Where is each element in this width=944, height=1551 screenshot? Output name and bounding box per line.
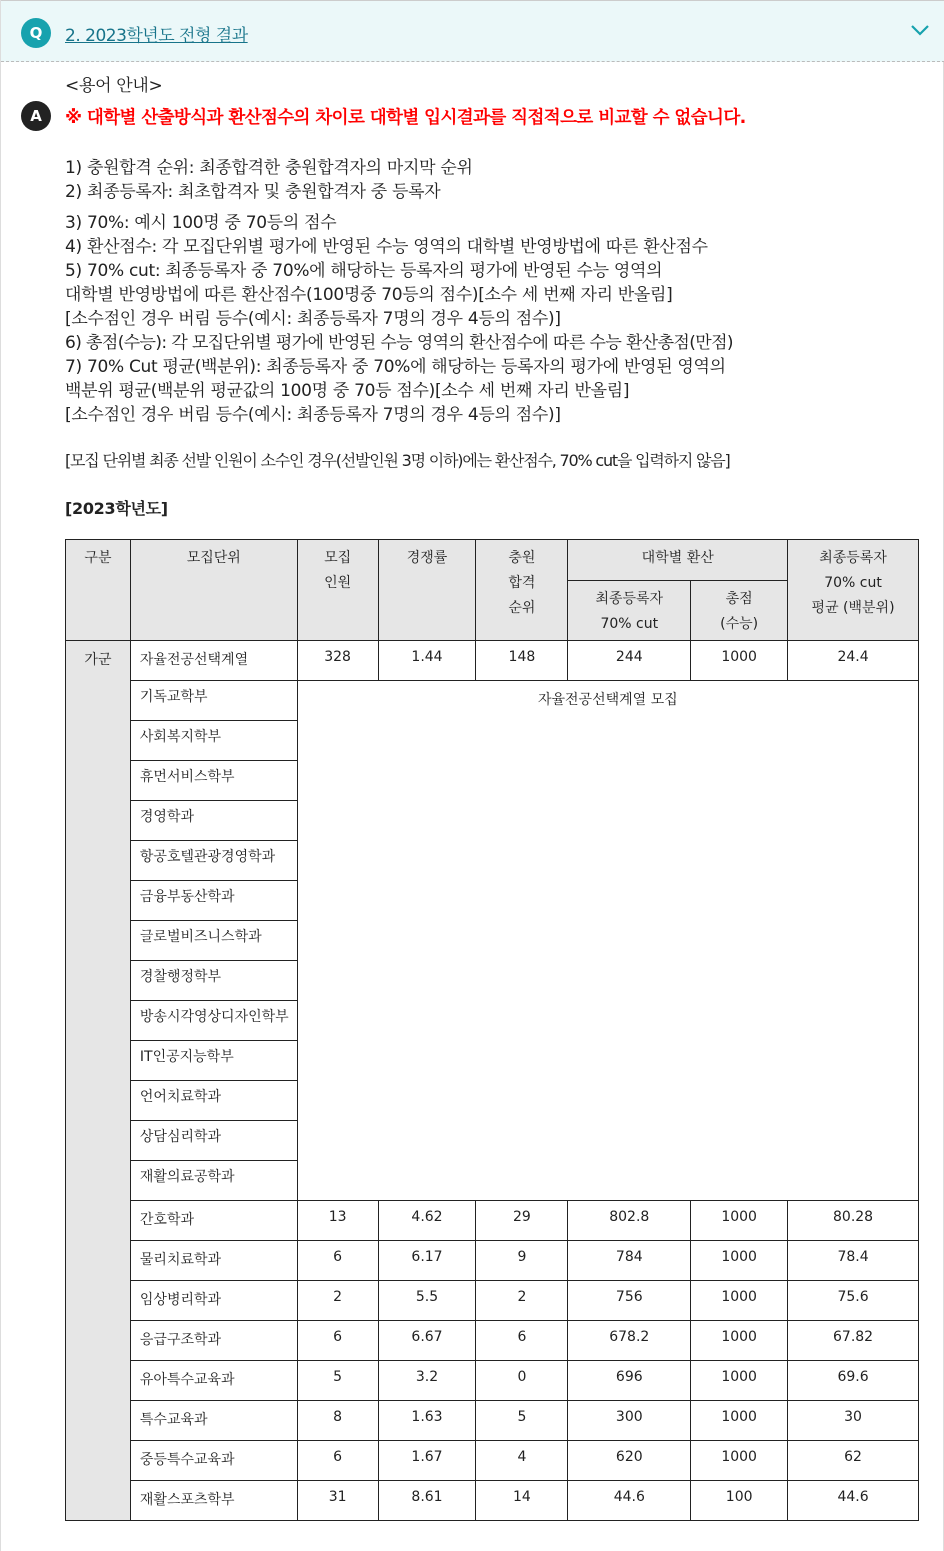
unit-cell: 물리치료학과 <box>130 1241 297 1281</box>
unit-cell: 간호학과 <box>130 1201 297 1241</box>
quota-cell: 2 <box>297 1281 378 1321</box>
note-text: [모집 단위별 최종 선발 인원이 소수인 경우(선발인원 3명 이하)에는 환산점수, 70% cut을 입력하지 않음] <box>65 451 730 470</box>
header-conversion: 대학별 환산 <box>568 540 788 581</box>
quota-cell: 6 <box>297 1321 378 1361</box>
average-cell: 80.28 <box>788 1201 919 1241</box>
total-cell: 1000 <box>691 1321 788 1361</box>
unit-cell: 상담심리학과 <box>130 1121 297 1161</box>
unit-cell: IT인공지능학부 <box>130 1041 297 1081</box>
question-title[interactable]: 2. 2023학년도 전형 결과 <box>65 26 248 46</box>
table-row <box>66 641 919 681</box>
cut-cell: 696 <box>568 1361 691 1401</box>
guide-line: 3) 70%: 예시 100명 중 70등의 점수 <box>65 213 337 233</box>
unit-cell: 응급구조학과 <box>130 1321 297 1361</box>
cut-cell: 620 <box>568 1441 691 1481</box>
unit-cell: 경영학과 <box>130 801 297 841</box>
rate-cell: 4.62 <box>378 1201 476 1241</box>
unit-cell: 방송시각영상디자인학부 <box>130 1001 297 1041</box>
average-cell: 69.6 <box>788 1361 919 1401</box>
rate-cell: 3.2 <box>378 1361 476 1401</box>
question-header[interactable] <box>1 0 944 62</box>
a-badge-icon: A <box>21 101 51 131</box>
guide-line: 백분위 평균(백분위 평균값의 100명 중 70등 점수)[소수 세 번째 자리 반올림] <box>65 381 630 401</box>
table-row <box>66 1441 919 1481</box>
unit-cell: 임상병리학과 <box>130 1281 297 1321</box>
quota-cell: 13 <box>297 1201 378 1241</box>
header-average: 최종등록자 70% cut 평균 (백분위) <box>788 540 919 641</box>
guide-line: 4) 환산점수: 각 모집단위별 평가에 반영된 수능 영역의 대학별 반영방법에 따른 환산점수 <box>65 237 708 257</box>
quota-cell: 328 <box>297 641 378 681</box>
table-row <box>66 1321 919 1361</box>
unit-cell: 언어치료학과 <box>130 1081 297 1121</box>
rank-cell: 29 <box>476 1201 568 1241</box>
total-cell: 1000 <box>691 1201 788 1241</box>
total-cell: 1000 <box>691 1241 788 1281</box>
unit-cell: 자율전공선택계열 <box>130 641 297 681</box>
guide-line: 5) 70% cut: 최종등록자 중 70%에 해당하는 등록자의 평가에 반영된 수능 영역의 <box>65 261 663 281</box>
quota-cell: 6 <box>297 1441 378 1481</box>
guide-title: <용어 안내> <box>65 76 163 96</box>
average-cell: 30 <box>788 1401 919 1441</box>
rate-cell: 1.63 <box>378 1401 476 1441</box>
cut-cell: 678.2 <box>568 1321 691 1361</box>
total-cell: 1000 <box>691 1441 788 1481</box>
group-cell: 가군 <box>66 641 131 1521</box>
unit-cell: 기독교학부 <box>130 681 297 721</box>
rank-cell: 4 <box>476 1441 568 1481</box>
average-cell: 44.6 <box>788 1481 919 1521</box>
quota-cell: 5 <box>297 1361 378 1401</box>
average-cell: 62 <box>788 1441 919 1481</box>
rate-cell: 1.67 <box>378 1441 476 1481</box>
rate-cell: 6.17 <box>378 1241 476 1281</box>
q-badge-icon: Q <box>21 18 51 48</box>
total-cell: 1000 <box>691 1281 788 1321</box>
rank-cell: 6 <box>476 1321 568 1361</box>
table-row <box>66 1201 919 1241</box>
guide-line: 7) 70% Cut 평균(백분위): 최종등록자 중 70%에 해당하는 등록자의 평가에 반영된 영역의 <box>65 357 726 377</box>
unit-cell: 유아특수교육과 <box>130 1361 297 1401</box>
cut-cell: 300 <box>568 1401 691 1441</box>
unit-cell: 항공호텔관광경영학과 <box>130 841 297 881</box>
rank-cell: 148 <box>476 641 568 681</box>
rank-cell: 2 <box>476 1281 568 1321</box>
average-cell: 78.4 <box>788 1241 919 1281</box>
table-row <box>66 1481 919 1521</box>
total-cell: 1000 <box>691 1401 788 1441</box>
guide-line: 대학별 반영방법에 따른 환산점수(100명중 70등의 점수)[소수 세 번째 자리 반올림] <box>65 285 673 305</box>
rank-cell: 14 <box>476 1481 568 1521</box>
rank-cell: 0 <box>476 1361 568 1401</box>
table-row <box>66 1281 919 1321</box>
total-cell: 100 <box>691 1481 788 1521</box>
guide-line: 1) 충원합격 순위: 최종합격한 충원합격자의 마지막 순위 <box>65 158 473 178</box>
header-total: 총점 (수능) <box>691 581 788 641</box>
unit-cell: 재활의료공학과 <box>130 1161 297 1201</box>
guide-line: [소수점인 경우 버림 등수(예시: 최종등록자 7명의 경우 4등의 점수)] <box>65 405 561 425</box>
quota-cell: 31 <box>297 1481 378 1521</box>
total-cell: 1000 <box>691 1361 788 1401</box>
header-quota: 모집 인원 <box>297 540 378 641</box>
average-cell: 67.82 <box>788 1321 919 1361</box>
cut-cell: 756 <box>568 1281 691 1321</box>
table-row <box>66 1241 919 1281</box>
average-cell: 75.6 <box>788 1281 919 1321</box>
cut-cell: 44.6 <box>568 1481 691 1521</box>
merged-note-cell: 자율전공선택계열 모집 <box>297 681 918 1201</box>
chevron-down-icon[interactable] <box>909 19 931 41</box>
year-heading: [2023학년도] <box>65 499 168 518</box>
results-table <box>65 539 919 1521</box>
unit-cell: 금융부동산학과 <box>130 881 297 921</box>
warning-text: ※ 대학별 산출방식과 환산점수의 차이로 대학별 입시결과를 직접적으로 비교할 수 없습니다. <box>65 108 746 128</box>
header-cut: 최종등록자 70% cut <box>568 581 691 641</box>
table-row <box>66 1361 919 1401</box>
guide-line: 2) 최종등록자: 최초합격자 및 충원합격자 중 등록자 <box>65 182 441 202</box>
unit-cell: 경찰행정학부 <box>130 961 297 1001</box>
quota-cell: 8 <box>297 1401 378 1441</box>
header-unit: 모집단위 <box>130 540 297 641</box>
cut-cell: 802.8 <box>568 1201 691 1241</box>
total-cell: 1000 <box>691 641 788 681</box>
cut-cell: 784 <box>568 1241 691 1281</box>
table-row <box>66 1401 919 1441</box>
header-rank: 충원 합격 순위 <box>476 540 568 641</box>
rate-cell: 6.67 <box>378 1321 476 1361</box>
rank-cell: 5 <box>476 1401 568 1441</box>
table-row <box>66 681 919 721</box>
header-rate: 경쟁률 <box>378 540 476 641</box>
unit-cell: 특수교육과 <box>130 1401 297 1441</box>
unit-cell: 재활스포츠학부 <box>130 1481 297 1521</box>
guide-line: 6) 총점(수능): 각 모집단위별 평가에 반영된 수능 영역의 환산점수에 따른 수능 환산총점(만점) <box>65 333 733 353</box>
rate-cell: 8.61 <box>378 1481 476 1521</box>
rank-cell: 9 <box>476 1241 568 1281</box>
unit-cell: 글로벌비즈니스학과 <box>130 921 297 961</box>
unit-cell: 중등특수교육과 <box>130 1441 297 1481</box>
average-cell: 24.4 <box>788 641 919 681</box>
cut-cell: 244 <box>568 641 691 681</box>
rate-cell: 5.5 <box>378 1281 476 1321</box>
quota-cell: 6 <box>297 1241 378 1281</box>
rate-cell: 1.44 <box>378 641 476 681</box>
unit-cell: 휴먼서비스학부 <box>130 761 297 801</box>
unit-cell: 사회복지학부 <box>130 721 297 761</box>
guide-line: [소수점인 경우 버림 등수(예시: 최종등록자 7명의 경우 4등의 점수)] <box>65 309 561 329</box>
header-group: 구분 <box>66 540 131 641</box>
